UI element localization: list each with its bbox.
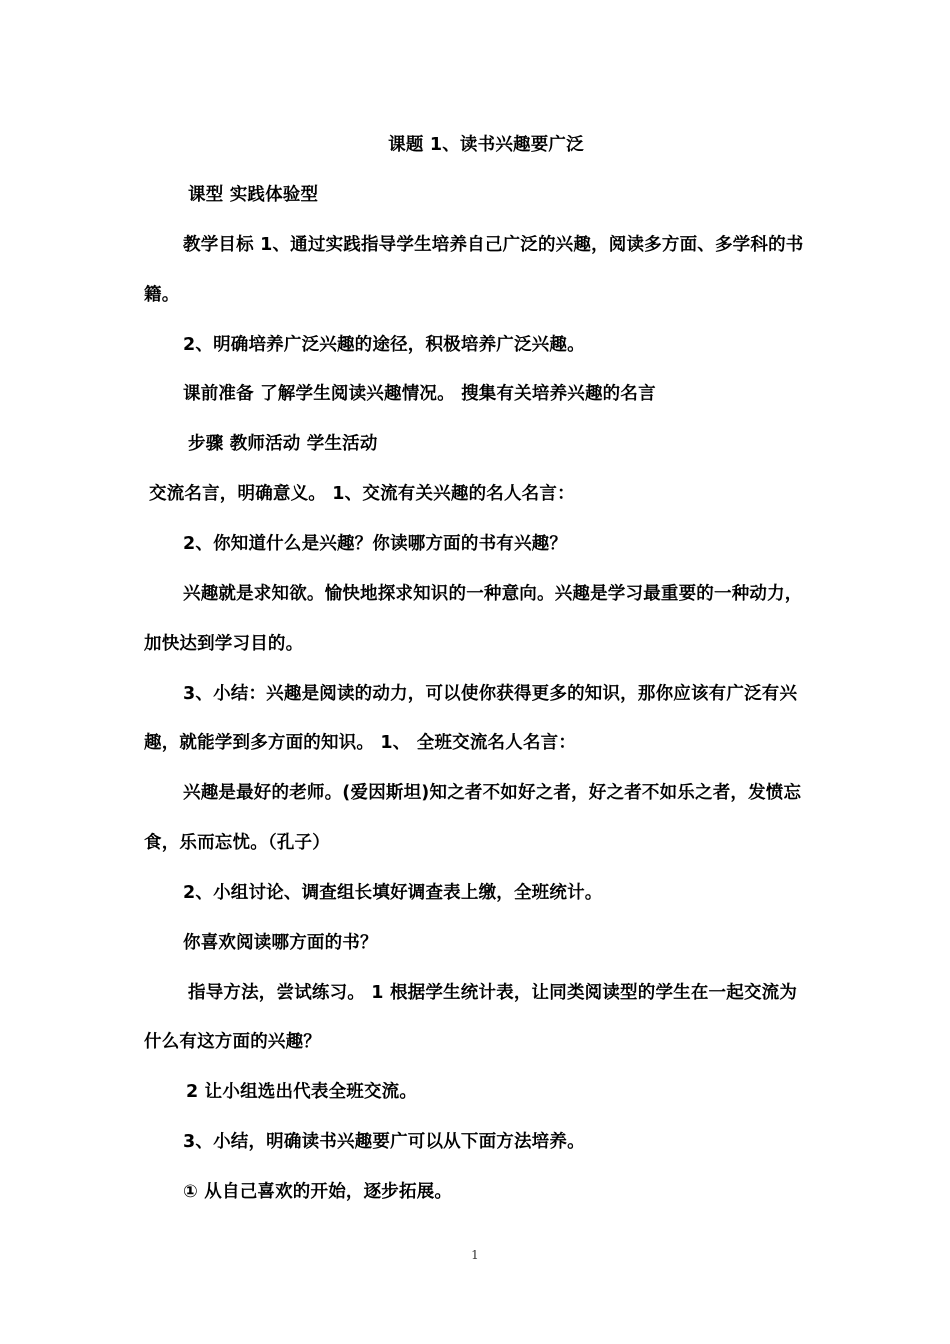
paragraph-line: 食，乐而忘忧。（孔子） (144, 833, 330, 853)
paragraph-line: 步骤 教师活动 学生活动 (188, 434, 378, 454)
paragraph-line: 什么有这方面的兴趣？ (144, 1032, 321, 1052)
paragraph-line: 3、小结：兴趣是阅读的动力，可以使你获得更多的知识，那你应该有广泛有兴 (183, 684, 798, 704)
page-number: 1 (471, 1248, 479, 1262)
paragraph-line: 兴趣是最好的老师。(爱因斯坦)知之者不如好之者，好之者不如乐之者，发愤忘 (183, 783, 802, 803)
paragraph-line: 交流名言，明确意义。 1、交流有关兴趣的名人名言： (149, 484, 575, 504)
paragraph-line: 课型 实践体验型 (188, 185, 319, 205)
paragraph-line: 加快达到学习目的。 (144, 634, 304, 654)
paragraph-line: 2 让小组选出代表全班交流。 (186, 1082, 418, 1102)
paragraph-line: 籍。 (144, 285, 180, 305)
document-title: 课题 1、读书兴趣要广泛 (388, 135, 584, 155)
paragraph-line: 教学目标 1、通过实践指导学生培养自己广泛的兴趣，阅读多方面、多学科的书 (183, 235, 804, 255)
paragraph-line: 3、小结，明确读书兴趣要广可以从下面方法培养。 (183, 1132, 585, 1152)
paragraph-line: ① 从自己喜欢的开始，逐步拓展。 (183, 1182, 453, 1202)
paragraph-line: 2、你知道什么是兴趣？你读哪方面的书有兴趣？ (183, 534, 568, 554)
paragraph-line: 趣，就能学到多方面的知识。 1、 全班交流名人名言： (144, 733, 577, 753)
paragraph-line: 课前准备 了解学生阅读兴趣情况。 搜集有关培养兴趣的名言 (183, 384, 656, 404)
paragraph-line: 2、小组讨论、调查组长填好调查表上缴，全班统计。 (183, 883, 603, 903)
paragraph-line: 2、明确培养广泛兴趣的途径，积极培养广泛兴趣。 (183, 335, 585, 355)
paragraph-line: 指导方法，尝试练习。 1 根据学生统计表，让同类阅读型的学生在一起交流为 (188, 983, 798, 1003)
paragraph-line: 你喜欢阅读哪方面的书？ (183, 933, 378, 953)
paragraph-line: 兴趣就是求知欲。愉快地探求知识的一种意向。兴趣是学习最重要的一种动力， (183, 584, 803, 604)
